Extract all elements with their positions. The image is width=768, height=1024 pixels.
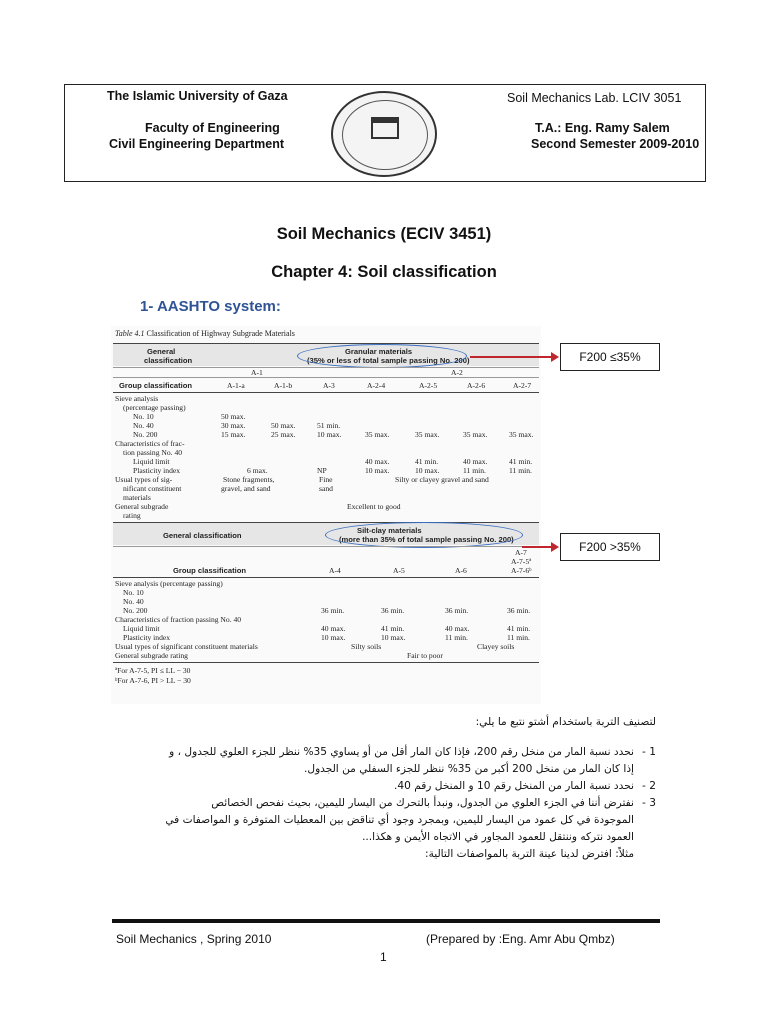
- group-a1: A-1: [251, 368, 263, 377]
- row-label: No. 10: [133, 412, 154, 421]
- row-label: materials: [123, 493, 151, 502]
- row-label: Usual types of significant constituent materials: [115, 642, 258, 651]
- step-number: 1 -: [642, 746, 656, 758]
- cell: 11 min.: [507, 633, 530, 642]
- table-label: Table 4.1: [115, 329, 145, 338]
- cell: Clayey soils: [477, 642, 515, 651]
- group-classification-label: Group classification: [119, 381, 193, 390]
- cell: 25 max.: [271, 430, 296, 439]
- cell: Silty or clayey gravel and sand: [395, 475, 489, 484]
- university-seal-logo: [331, 91, 437, 177]
- cell: 10 max.: [365, 466, 390, 475]
- callout-f200-le-35: F200 ≤35%: [560, 343, 660, 371]
- step-1-cont: إذا كان المار من منخل 200 أكبر من 35% ننظر للجزء السفلي من الجدول.: [304, 762, 634, 775]
- group-a6: A-6: [455, 566, 467, 575]
- footnote-a: ªFor A-7-5, PI ≤ LL − 30: [115, 666, 191, 675]
- callout-arrow-top: [470, 356, 552, 358]
- cell: 41 min.: [507, 624, 531, 633]
- arabic-intro: لتصنيف التربة باستخدام أشتو نتبع ما يلي:: [475, 716, 656, 728]
- cell: 41 min.: [415, 457, 439, 466]
- cell: 35 max.: [365, 430, 390, 439]
- cell: 40 max.: [321, 624, 346, 633]
- step-number: 3 -: [642, 796, 656, 809]
- cell: 40 max.: [445, 624, 470, 633]
- page-number: 1: [380, 950, 387, 964]
- cell: 50 max.: [271, 421, 296, 430]
- group-a3: A-3: [323, 381, 335, 390]
- cell: 41 min.: [509, 457, 533, 466]
- footer-right: (Prepared by :Eng. Amr Abu Qmbz): [426, 932, 615, 946]
- cell: 10 max.: [381, 633, 406, 642]
- group-classification-label: Group classification: [173, 566, 247, 575]
- row-label: No. 40: [123, 597, 144, 606]
- group-a1b: A-1-b: [274, 381, 293, 390]
- cell: 10 max.: [317, 430, 342, 439]
- cell: Stone fragments,: [223, 475, 275, 484]
- group-a4: A-4: [329, 566, 341, 575]
- footnote-b: ᵇFor A-7-6, PI > LL − 30: [115, 676, 191, 685]
- group-a5: A-5: [393, 566, 405, 575]
- siltclay-header: Silt-clay materials: [357, 526, 422, 535]
- granular-header: Granular materials: [345, 347, 413, 356]
- step-3: [116, 795, 656, 812]
- example-line: مثلاً: افترض لدينا عينة التربة بالمواصفات التالية:: [425, 847, 634, 860]
- table-title: Classification of Highway Subgrade Materials: [144, 329, 295, 338]
- cell: 35 max.: [509, 430, 534, 439]
- teaching-assistant: T.A.: Eng. Ramy Salem: [535, 121, 670, 135]
- section-heading: 1- AASHTO system:: [140, 298, 281, 315]
- cell: 36 min.: [445, 606, 469, 615]
- cell: sand: [319, 484, 333, 493]
- row-label: Sieve analysis: [115, 394, 159, 403]
- cell: 50 max.: [221, 412, 246, 421]
- row-label: Characteristics of frac-: [115, 439, 185, 448]
- department-name: Civil Engineering Department: [109, 137, 285, 151]
- group-a25: A-2-5: [419, 381, 438, 390]
- row-label: (percentage passing): [123, 403, 186, 412]
- row-label: Liquid limit: [123, 624, 160, 633]
- step-number: 2 -: [642, 779, 656, 792]
- cell: Excellent to good: [347, 502, 401, 511]
- group-a2: A-2: [451, 368, 463, 377]
- group-a7: A-7: [515, 548, 527, 557]
- seal-building-icon: [371, 117, 399, 139]
- semester: Second Semester 2009-2010: [531, 137, 700, 151]
- cell: 36 min.: [381, 606, 405, 615]
- row-label: Characteristics of fraction passing No. 40: [115, 615, 242, 624]
- cell: 15 max.: [221, 430, 246, 439]
- siltclay-ellipse-highlight: [325, 522, 523, 548]
- cell: 11 min.: [445, 633, 468, 642]
- general-classification-2: General classification: [163, 531, 242, 540]
- row-label: Sieve analysis (percentage passing): [115, 579, 223, 588]
- row-label: Usual types of sig-: [115, 475, 173, 484]
- group-a27: A-2-7: [513, 381, 532, 390]
- row-label: tion passing No. 40: [123, 448, 183, 457]
- step-2: [116, 778, 656, 795]
- lab-course: Soil Mechanics Lab. LCIV 3051: [507, 91, 682, 105]
- step-text: نحدد نسبة المار من منخل رقم 200، فإذا كان المار أقل من أو يساوي 35% ننظر للجزء العلوي للجدول ، و: [169, 746, 634, 758]
- row-label: No. 10: [123, 588, 144, 597]
- university-name: The Islamic University of Gaza: [107, 89, 288, 103]
- cell: 11 min.: [463, 466, 486, 475]
- cell: Fair to poor: [407, 651, 443, 660]
- cell: Silty soils: [351, 642, 382, 651]
- cell: 40 max.: [463, 457, 488, 466]
- cell: 10 max.: [321, 633, 346, 642]
- group-a1a: A-1-a: [227, 381, 245, 390]
- cell: Fine: [319, 475, 333, 484]
- step-text: نفترض أننا في الجزء العلوي من الجدول، ونبدأ بالتحرك من اليسار لليمين، بحيث نفحص الخصائص: [211, 796, 634, 809]
- row-label: Plasticity index: [123, 633, 171, 642]
- cell: 40 max.: [365, 457, 390, 466]
- row-label: General subgrade rating: [115, 651, 188, 660]
- aashto-classification-table: Table 4.1 Classification of Highway Subgrade Materials General classification Granular materials (35% or less of total sample passing No. 200) A-1 A-2 Group classification A-1-a A-1-b A-3 A-2-4 A-2-5 A-2-6 A-2-7 Sieve analysis (percentage passing) No. 10 50 max. No. 40 30 max. 50 max. 51 min. No. 200 15 max. 25 max. 10 max. 35 max. 35 max. 35 max. 35 max. Characteristics of frac- tion passing No. 40 Liquid limit 40 max. 41 min. 40 max. 41 min. Plasticity index 6 max. NP 10 max. 10 max. 11 min. 11 min. Usual types of sig- nificant constituent materials Stone fragments, gravel, and sand Fine sand Silty or clayey gravel and sand General subgrade rating Excellent to good General classification Silt-clay materials (more than 35% of total sample passing No. 200) A-7 A-7-5ª Group classification A-4 A-5 A-6 A-7-6ᵇ Sieve analysis (percentage passing) No. 10 No. 40 No. 200 36 min. 36 min. 36 min. 36 min. Characteristics of fraction passing No. 40 Liquid limit 40 max. 41 min. 40 max. 41 min. Plasticity index 10 max. 10 max. 11 min. 11 min. Usual types of significant constituent materials Silty soils Clayey soils General subgrade rating Fair to poor ªFor A-7-5, PI ≤ LL − 30 ᵇFor A-7-6, PI > LL − 30: [111, 326, 541, 704]
- group-a26: A-2-6: [467, 381, 486, 390]
- footer-rule: [112, 919, 660, 923]
- cell: 35 max.: [415, 430, 440, 439]
- row-label: Liquid limit: [133, 457, 170, 466]
- cell: 41 min.: [381, 624, 405, 633]
- group-a75: A-7-5ª: [511, 557, 532, 566]
- step-3-cont2: العمود نتركه وننتقل للعمود المجاور في الاتجاه الأيمن و هكذا...: [362, 830, 634, 843]
- granular-subheader: (35% or less of total sample passing No. 200): [307, 356, 470, 365]
- step-1: [116, 744, 656, 761]
- row-label: rating: [123, 511, 141, 520]
- course-title: Soil Mechanics (ECIV 3451): [276, 225, 492, 243]
- document-header: [64, 84, 706, 182]
- chapter-title: Chapter 4: Soil classification: [271, 263, 497, 281]
- row-label: Plasticity index: [133, 466, 181, 475]
- cell: 30 max.: [221, 421, 246, 430]
- cell: 11 min.: [509, 466, 532, 475]
- step-text: نحدد نسبة المار من المنخل رقم 10 و المنخل رقم 40.: [393, 779, 634, 792]
- group-a24: A-2-4: [367, 381, 386, 390]
- row-label: No. 40: [133, 421, 154, 430]
- cell: NP: [317, 466, 327, 475]
- row-label: nificant constituent: [123, 484, 182, 493]
- row-label: No. 200: [133, 430, 158, 439]
- granular-ellipse-highlight: [297, 344, 470, 368]
- cell: gravel, and sand: [221, 484, 271, 493]
- cell: 36 min.: [321, 606, 345, 615]
- faculty-name: Faculty of Engineering: [145, 121, 280, 135]
- callout-f200-gt-35: F200 >35%: [560, 533, 660, 561]
- callout-arrow-bottom: [522, 546, 552, 548]
- footer-left: Soil Mechanics , Spring 2010: [116, 932, 272, 946]
- group-a76: A-7-6ᵇ: [511, 566, 532, 575]
- cell: 36 min.: [507, 606, 531, 615]
- arabic-steps: [116, 744, 656, 863]
- cell: 35 max.: [463, 430, 488, 439]
- cell: 10 max.: [415, 466, 440, 475]
- step-3-cont: الموجودة في كل عمود من اليسار لليمين، وبمجرد وجود أي تناقض بين المعطيات المتوفرة و المواصفات في: [165, 813, 634, 826]
- cell: 6 max.: [247, 466, 268, 475]
- row-label: No. 200: [123, 606, 148, 615]
- cell: 51 min.: [317, 421, 341, 430]
- row-label: General subgrade: [115, 502, 169, 511]
- siltclay-subheader: (more than 35% of total sample passing No. 200): [339, 535, 514, 544]
